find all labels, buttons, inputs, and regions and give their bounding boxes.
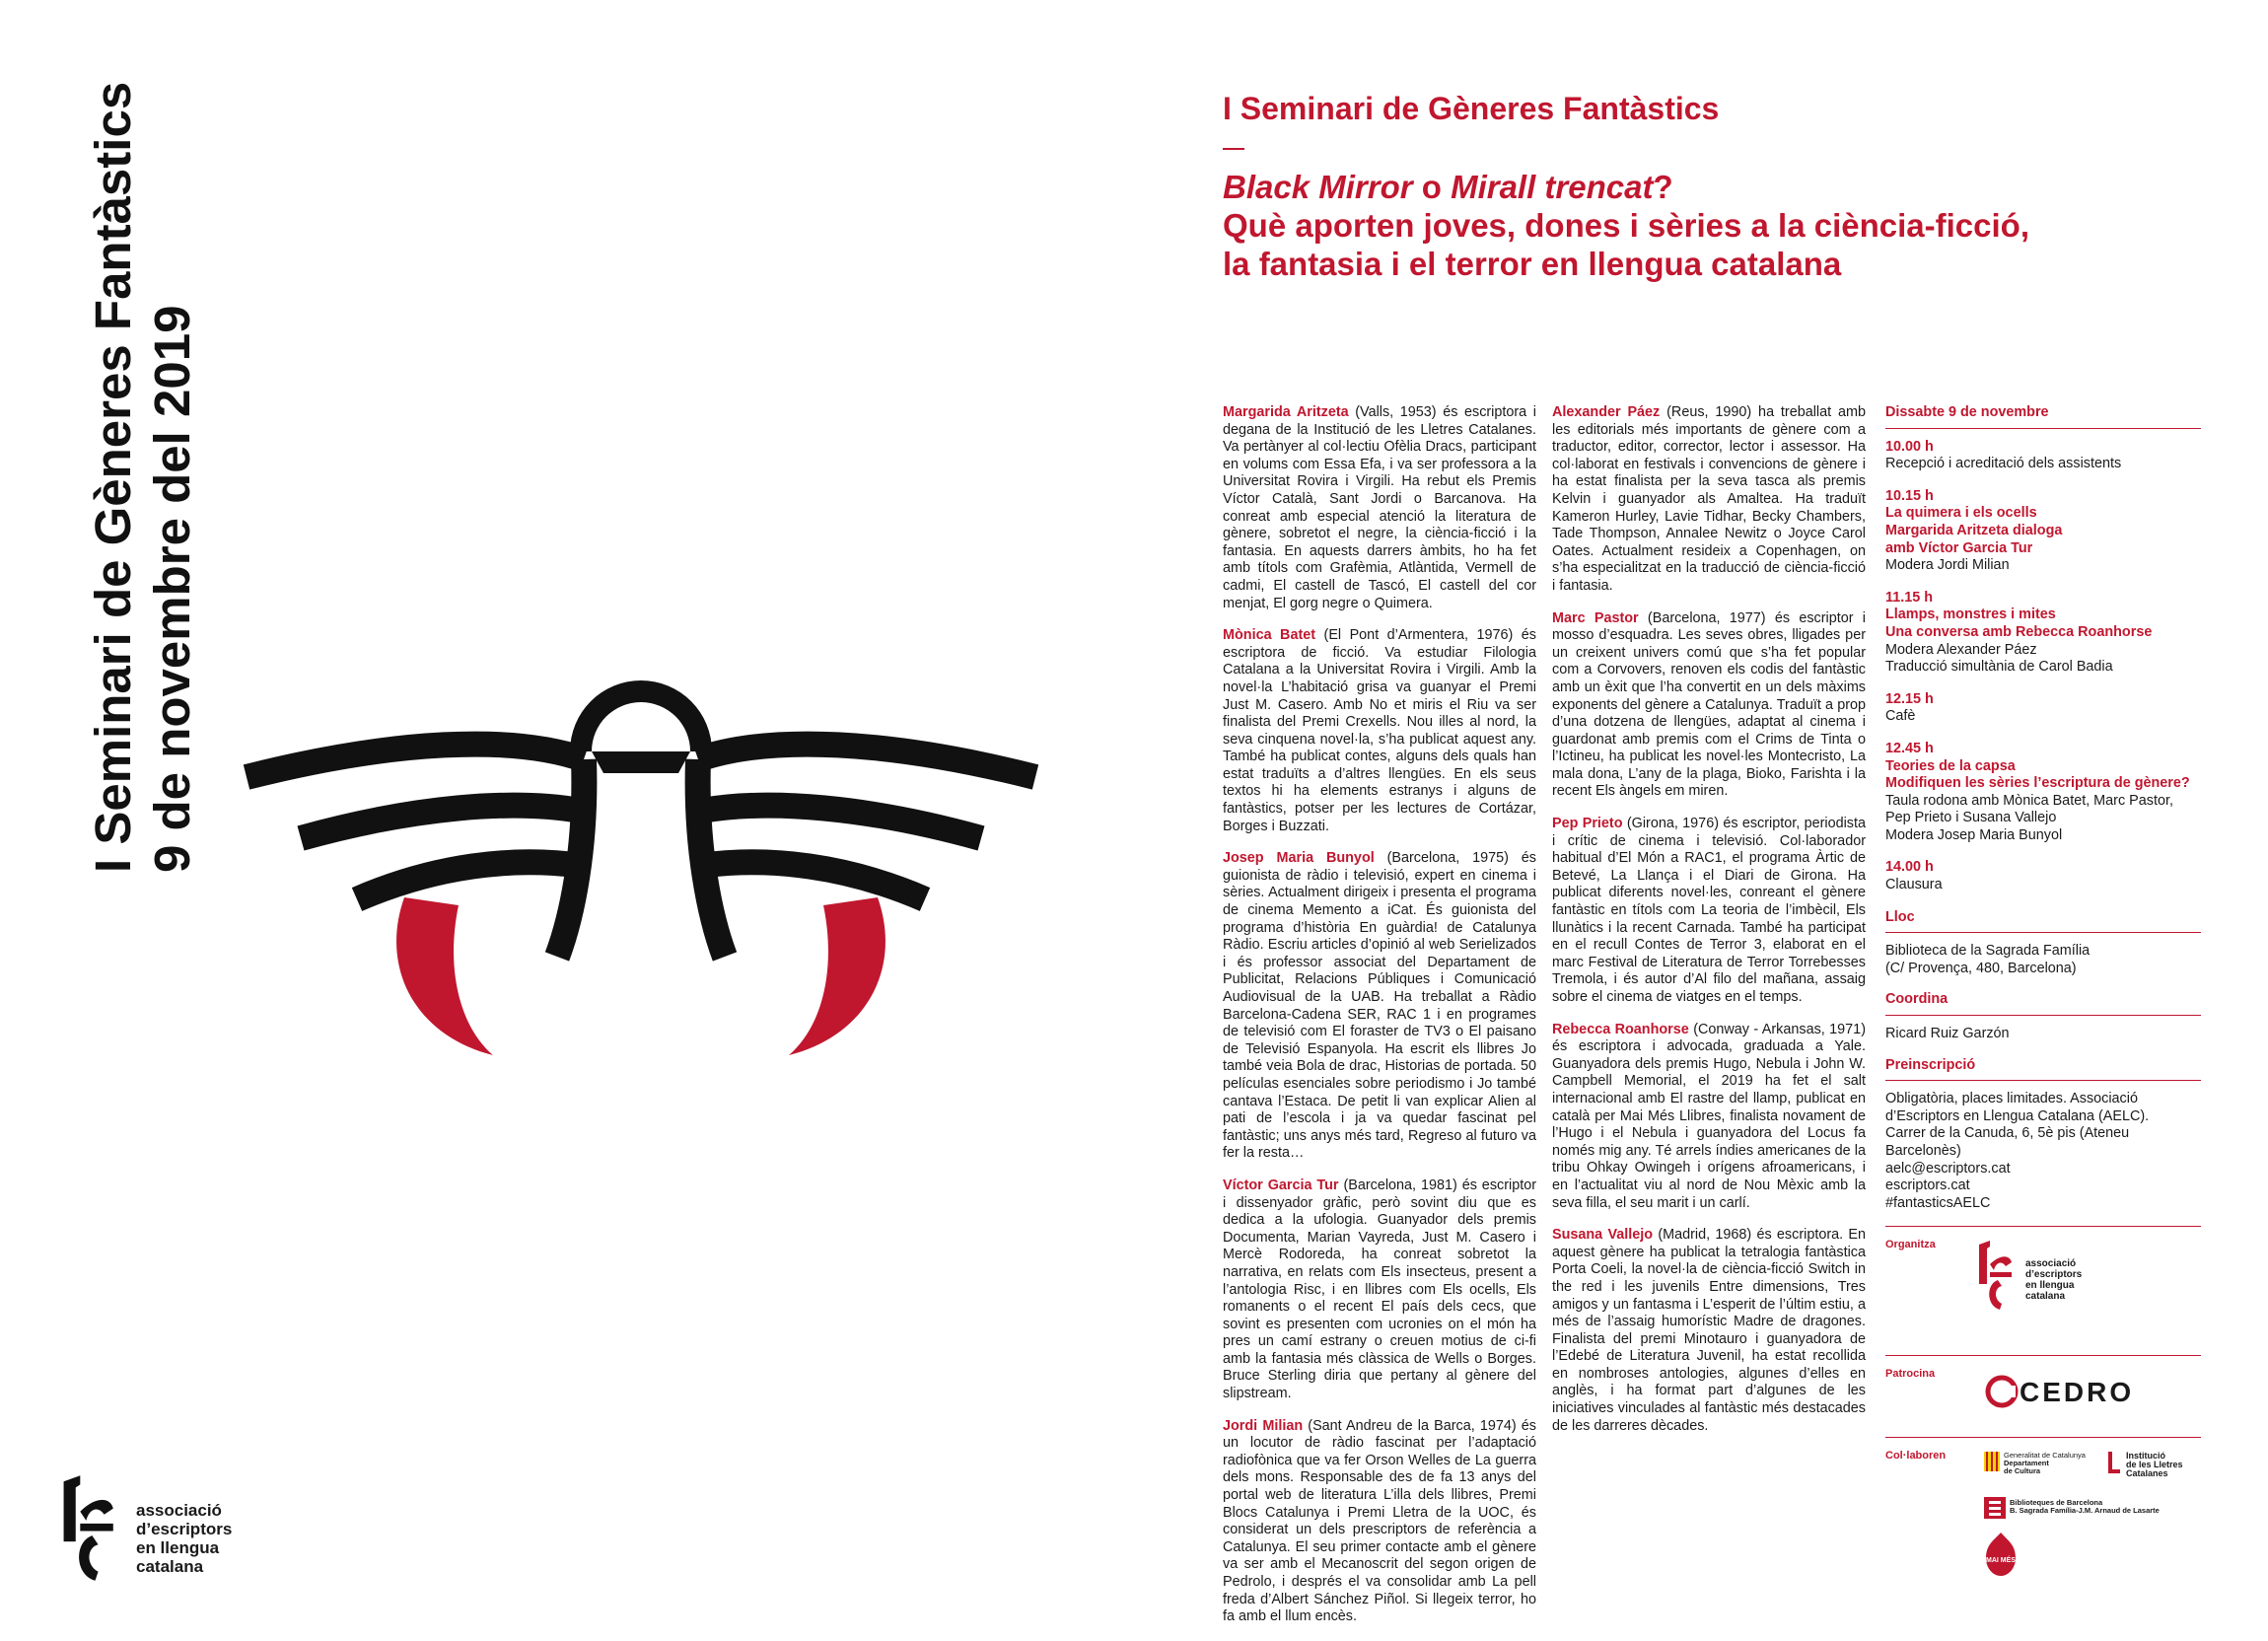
bio-name: Alexander Páez: [1552, 404, 1661, 420]
biblioteques-text: [2010, 1499, 2160, 1515]
ilc-logo-icon: [2108, 1452, 2122, 1473]
organitza-section: [1885, 1226, 2201, 1355]
bio: [1552, 610, 1866, 802]
cedro-logo: [1984, 1372, 2135, 1411]
ilc-text: [2126, 1452, 2183, 1478]
preinscripcio-line: d’Escriptors en Llengua Catalana (AELC).: [1885, 1107, 2150, 1124]
aelc-logo-line: en llengua: [136, 1538, 220, 1557]
event-detail-line: Cafè: [1885, 708, 1916, 725]
program-event: [1885, 488, 2201, 575]
event-title-line: Teories de la capsa: [1885, 757, 2016, 774]
bio: [1223, 1177, 1536, 1403]
patrocina-label: Patrocina: [1885, 1368, 1936, 1381]
lloc-line: Biblioteca de la Sagrada Família: [1885, 943, 2091, 960]
organitza-label: Organitza: [1885, 1239, 1936, 1251]
program-events: [1885, 439, 2201, 894]
program-event: [1885, 859, 2201, 893]
aelc-logo-line: d’escriptors: [136, 1520, 233, 1538]
bio: [1223, 1418, 1536, 1626]
event-time: 12.45 h: [1885, 740, 1934, 756]
biblioteques-line: B. Sagrada Família-J.M. Arnaud de Lasarte: [2010, 1506, 2160, 1516]
aelc-logo-text: [136, 1501, 232, 1576]
title-line3: la fantasia i el terror en llengua catalana: [1223, 246, 1842, 282]
generalitat-line: Departament: [2004, 1459, 2049, 1468]
bio-text: (Valls, 1953) és escriptora i degana de la Institució de les Lletres Catalanes. Va pertànyer al col·lectiu Ofèlia Dracs, participant en volums com Essa Efa, i va ser professora a la Universitat Rovira i Virgili. Ha rebut els Premis Víctor Català, Sant Jordi o Barcanova. Ha conreat amb especial atenció la literatura de gènere, sobretot el negre, la ciència-ficció i la fantasia. En aquests darrers àmbits, ho ha fet amb títols com Grafèmia, Atlàntida, Vermell de cadmi, El castell de Tascó, El castell del cor menjat, El gorg negre o Quimera.: [1223, 404, 1536, 611]
coordina-label: Coordina: [1885, 991, 2201, 1016]
bio: [1552, 404, 1866, 596]
bio: [1552, 1022, 1866, 1213]
aelc-logo-line: catalana: [136, 1557, 204, 1576]
email-link[interactable]: aelc@escriptors.cat: [1885, 1160, 2011, 1177]
hashtag: #fantasticsAELC: [1885, 1194, 1991, 1211]
book-fangs-emblem: [217, 631, 1065, 1075]
preinscripcio-line: Obligatòria, places limitades. Associació: [1885, 1091, 2138, 1107]
title-italic-a: Black Mirror: [1223, 169, 1413, 205]
bio-text: (Reus, 1990) ha treballat amb les editorials més importants de gènere com a traductor, editor, corrector, lector i assessor. Ha col·laborat en festivals i convencions de gènere i ha estat finalista per la seva tasca als premis Kelvin i guanyador als Amaltea. Ha traduït Kameron Hurley, Lavie Tidhar, Becky Chambers, Tade Thompson, Annalee Newitz o Joyce Carol Oates. Actualment resideix a Copenhagen, on s’ha especialitzat en la traducció de ciència-ficció i fantasia.: [1552, 404, 1866, 594]
title-rule: [1223, 148, 1244, 150]
cedro-text: CEDRO: [2020, 1377, 2135, 1408]
bios-column-2: [1552, 404, 1866, 1450]
bio-text: (Madrid, 1968) és escriptora. En aquest gènere ha publicat la tetralogia fantàstica Porta Coeli, la novel·la de ciència-ficció Switch in the red i les juvenils Entre dimensions, Tres amigos y un fantasma i L’esperit de l’últim estiu, a més de l’assaig humorístic Madre de dragones. Finalista del premi Minotauro i guanyadora de l’Edebé de Literatura Juvenil, ha estat recollida en nombroses antologies, algunes d’elles en anglès, i ha format part d’algunes de les iniciatives vinculades al fantàstic més destacades de les darreres dècades.: [1552, 1227, 1866, 1434]
bio-name: Susana Vallejo: [1552, 1227, 1654, 1244]
program-event: [1885, 439, 2201, 473]
preinscripcio-section: [1885, 1057, 2201, 1213]
title-o: o: [1412, 169, 1452, 205]
coordina-line: Ricard Ruiz Garzón: [1885, 1026, 2010, 1042]
vertical-title-line1: I Seminari de Gèneres Fantàstics: [85, 81, 141, 873]
aelc-logo: [59, 1469, 276, 1593]
book-spine-dome: [570, 680, 712, 751]
event-time: 12.15 h: [1885, 690, 1934, 707]
event-time: 14.00 h: [1885, 859, 1934, 876]
title-line2: Què aporten joves, dones i sèries a la ciència-ficció,: [1223, 207, 2029, 244]
bio-name: Marc Pastor: [1552, 609, 1639, 626]
event-detail-line: Clausura: [1885, 877, 1943, 893]
event-detail-line: Taula rodona amb Mònica Batet, Marc Pastor,: [1885, 792, 2173, 809]
preinscripcio-label: Preinscripció: [1885, 1057, 2201, 1082]
seminar-title: I Seminari de Gèneres Fantàstics: [1223, 91, 1720, 126]
title-q: ?: [1653, 169, 1673, 205]
bio-name: Mònica Batet: [1223, 627, 1316, 644]
ilc-line: Institució: [2126, 1451, 2165, 1462]
bio-text: (Barcelona, 1981) és escriptor i dissenyador gràfic, però sovint diu que es dedica a la ufologia. Guanyador dels premis Documenta, Marian Vayreda, Just M. Casero i Mercè Rodoreda, ha conreat sobretot la narrativa, en relats com Els insecteus, present a l’antologia Risc, i en llibres com Els ocells, Els romanents o el recent El país dels cecs, que sovint es presenten com ucronies on el món ha pres un camí estrany o creuen motius de ci-fi amb la fantasia més clàssica de Wells o Borges. Bruce Sterling diria que pertany al gènere del slipstream.: [1223, 1177, 1536, 1402]
event-title-line: amb Víctor Garcia Tur: [1885, 539, 2033, 556]
bio-text: (Barcelona, 1977) és escriptor i mosso d’esquadra. Les seves obres, lligades per un creixent univers comú que s’ha fet popular com a Corvovers, renoven els codis del fantàstic amb un èxit que l’ha convertit en un dels màxims exponents del gènere a Catalunya. Traduït a prop d’una dotzena de llengües, adaptat al cinema i guardonat amb premis com el Crims de Tinta o l’Ictineu, ha publicat les novel·les Montecristo, La mala dona, L’any de la plaga, Bioko, Farishta i la recent Els àngels em miren.: [1552, 609, 1866, 800]
bio-text: (Sant Andreu de la Barca, 1974) és un locutor de ràdio fascinat per l’adaptació radiofònica que va fer Orson Welles de La guerra dels mons. Responsable des de fa 13 anys del portal web de literatura L’illa dels llibres, Premi Blocs Catalunya i Premi Lletra de la UOC, és considerat un dels prescriptors de referència a Catalunya. El seu primer contacte amb el gènere va ser amb el Mecanoscrit del segon origen de Pedrolo, i després el va consolidar amb La pell freda d’Albert Sánchez Piñol. Si llegeix terror, ho fa amb el llum encès.: [1223, 1417, 1537, 1625]
preinscripcio-line: Barcelonès): [1885, 1143, 1961, 1159]
program-event: [1885, 741, 2201, 845]
bio-name: Jordi Milian: [1223, 1417, 1304, 1434]
aelc-logo-mark: [1976, 1241, 2021, 1314]
bio-name: Pep Prieto: [1552, 816, 1623, 832]
book-arcs: [247, 745, 1035, 957]
biblioteques-line: Biblioteques de Barcelona: [2010, 1498, 2103, 1508]
generalitat-line: Generalitat de Catalunya: [2004, 1451, 2086, 1461]
bio: [1223, 627, 1536, 835]
event-detail-line: Modera Jordi Milian: [1885, 557, 2010, 574]
aelc-small-line: en llengua: [2025, 1280, 2075, 1292]
red-fangs: [396, 897, 886, 1055]
event-title-line: Margarida Aritzeta dialoga: [1885, 522, 2063, 538]
mai-mes-logo: [1984, 1533, 2018, 1576]
aelc-logo-line: associació: [136, 1501, 222, 1520]
event-time: 10.00 h: [1885, 438, 1934, 455]
aelc-small-line: catalana: [2025, 1291, 2066, 1303]
event-title-line: La quimera i els ocells: [1885, 505, 2037, 522]
bio-name: Rebecca Roanhorse: [1552, 1021, 1689, 1037]
bio-text: (Girona, 1976) és escriptor, periodista i crític de cinema i televisió. Col·laborador habitual d’El Món a RAC1, el programa Àrtic de Betevé, La Llança i el Diari de Girona. Ha publicat diferents novel·les, conreant el gènere fantàstic en títols com La teoria de l’imbècil, Els llunàtics i la recent Carnada. També ha participat en el recull Contes de Terror 3, elaborat en el marc Festival de Literatura de Terror Torrebesses Tremola, i és autor d’Al filo del mañana, assaig sobre el cinema de viatges en el temps.: [1552, 816, 1866, 1005]
bio: [1552, 816, 1866, 1007]
event-detail-line: Modera Alexander Páez: [1885, 641, 2037, 658]
vertical-title: [69, 39, 200, 888]
book-spine-base: [592, 751, 690, 773]
event-time: 10.15 h: [1885, 487, 1934, 504]
lloc-line: (C/ Provença, 480, Barcelona): [1885, 960, 2077, 976]
bios-column-1: [1223, 404, 1536, 1641]
bio-text: (Barcelona, 1975) és guionista de ràdio i televisió, expert en cinema i sèries. Actualment dirigeix i presenta el programa de cinema Memento a iCat. És guionista del programa d’història En guàrdia! de Catalunya Ràdio. Escriu articles d’opinió al web Serielizados i és professor associat del Departament de Publicitat, Relacions Públiques i Comunicació Audiovisual de la UAB. Ha treballat a Ràdio Barcelona-Cadena SER, RAC 1 i en programes de televisió com El foraster de TV3 o El paisano de Televisió Espanyola. Ha escrit els llibres Jo també veia Bola de drac, Historias de portada. 50 películas esenciales sobre periodismo i Jo també cantava l’Estaca. De petit li van explicar Alien al pati de l’escola i ja va quedar fascinat pel fantàstic; uns anys més tard, Regreso al futuro va fer la resta…: [1223, 850, 1536, 1162]
bio-text: (Conway - Arkansas, 1971) és escriptora i advocada, graduada a Yale. Guanyadora dels premis Hugo, Nebula i John W. Campbell Memorial, el 2019 ha fet el salt internacional amb El rastre del llamp, publicat en català per Mai Més Llibres, finalista novament de l’Hugo i el Nebula i guanyadora del Locus fa només mig any. Té arrels índies americanes de la tribu Ohkay Owingeh i orígens afroamericans, i en l’actualitat viu al nord de Nou Mèxic amb la seva filla, el seu marit i un carlí.: [1552, 1021, 1866, 1211]
program-event: [1885, 590, 2201, 677]
title-italic-b: Mirall trencat: [1451, 169, 1654, 205]
patrocina-section: [1885, 1355, 2201, 1437]
biblioteques-logo-icon: [1984, 1497, 2006, 1519]
lloc-label: Lloc: [1885, 909, 2201, 934]
col-laboren-section: [1885, 1437, 2201, 1596]
vertical-title-line2: 9 de novembre del 2019: [144, 305, 200, 873]
header: [1223, 89, 2248, 283]
lloc-section: [1885, 909, 2201, 978]
program-event: [1885, 691, 2201, 726]
ilc-line: de les Lletres: [2126, 1460, 2183, 1470]
event-title-line: Una conversa amb Rebecca Roanhorse: [1885, 623, 2153, 640]
event-time: 11.15 h: [1885, 589, 1934, 606]
event-detail-line: Traducció simultània de Carol Badia: [1885, 659, 2113, 676]
generalitat-text: [2004, 1452, 2086, 1475]
bio: [1223, 850, 1536, 1163]
website-link[interactable]: escriptors.cat: [1885, 1177, 1970, 1194]
bio-name: Víctor Garcia Tur: [1223, 1177, 1339, 1193]
event-detail-line: Recepció i acreditació dels assistents: [1885, 456, 2122, 472]
col-laboren-label: Col·laboren: [1885, 1450, 1947, 1463]
aelc-small-text: [2025, 1258, 2082, 1302]
event-detail-line: Pep Prieto i Susana Vallejo: [1885, 810, 2057, 826]
bio-text: (El Pont d’Armentera, 1976) és escriptora de ficció. Va estudiar Filologia Catalana a la Universitat Rovira i Virgili. Amb la novel·la L’habitació grisa va guanyar el Premi Just M. Casero. Amb No et miris el Riu va ser finalista del Premi Crexells. Nou illes al nord, la seva cinquena novel·la, s’ha publicat aquest any. També ha publicat contes, alguns dels quals han estat traduïts a d’altres llengües. En els seus textos hi ha elements estranys i alguns de fantàstics, potser per les lectures de Cortázar, Borges i Buzzati.: [1223, 627, 1536, 834]
aelc-small-line: associació: [2025, 1258, 2077, 1270]
generalitat-line: de Cultura: [2004, 1466, 2041, 1476]
event-title-line: Modifiquen les sèries l’escriptura de gènere?: [1885, 775, 2190, 792]
aelc-small-line: d’escriptors: [2025, 1269, 2083, 1281]
program-column: [1885, 404, 2201, 1596]
bio: [1552, 1227, 1866, 1435]
ilc-line: Catalanes: [2126, 1468, 2168, 1479]
program-day: Dissabte 9 de novembre: [1885, 404, 2201, 429]
preinscripcio-line: Carrer de la Canuda, 6, 5è pis (Ateneu: [1885, 1125, 2130, 1142]
event-detail-line: Modera Josep Maria Bunyol: [1885, 826, 2063, 843]
bio: [1223, 404, 1536, 612]
event-title: [1223, 168, 2248, 283]
mai-mes-text: MAI MÉS: [1986, 1557, 2016, 1565]
bio-name: Josep Maria Bunyol: [1223, 850, 1375, 867]
generalitat-logo-icon: [1984, 1452, 2000, 1471]
bio-name: Margarida Aritzeta: [1223, 404, 1349, 420]
aelc-logo-mark-large: [59, 1469, 128, 1593]
coordina-section: [1885, 991, 2201, 1042]
event-title-line: Llamps, monstres i mites: [1885, 606, 2056, 623]
